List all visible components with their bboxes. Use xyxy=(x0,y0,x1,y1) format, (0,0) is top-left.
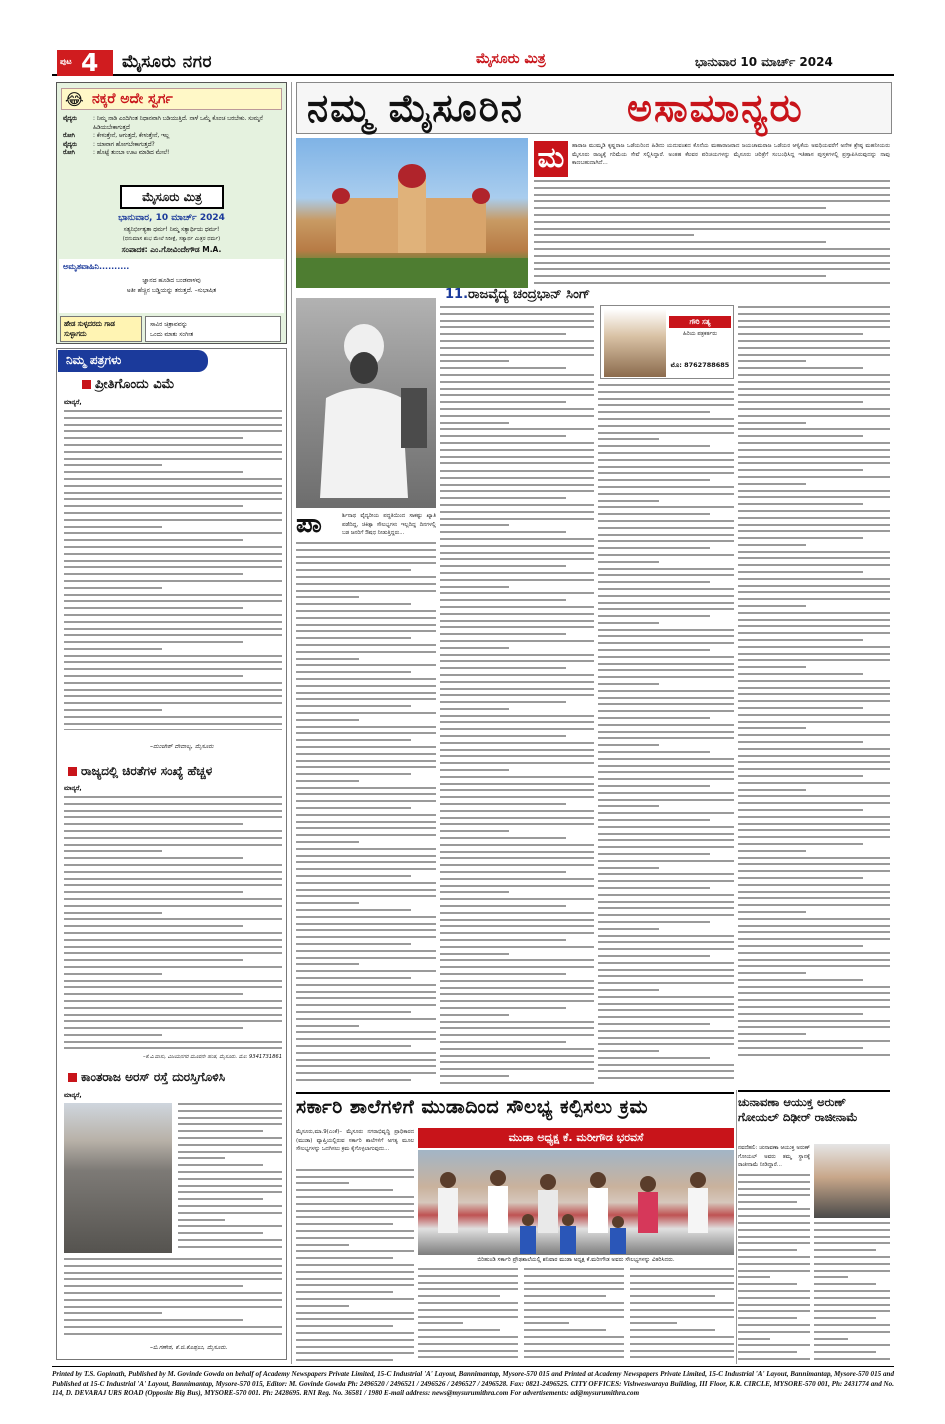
humor-title: ನಕ್ಕರೆ ಅದೇ ಸ್ವರ್ಗ xyxy=(92,91,173,107)
feature-intro-body xyxy=(534,180,890,288)
election-headline-box xyxy=(738,1090,890,1142)
editor-line: ಸಂಪಾದಕ: ಎಂ.ಗೋವಿಂದೇಗೌಡ M.A. xyxy=(121,245,222,254)
school-photo xyxy=(418,1150,734,1255)
election-column xyxy=(738,1222,810,1364)
letter-salute: ಮಾನ್ಯರೆ, xyxy=(64,1092,82,1099)
feature-column xyxy=(738,306,890,1084)
author-photo xyxy=(604,309,666,377)
dialogue-row: ರೋಗಿ : ಹೊಟ್ಟೆ ತುಂಬಾ ಊಟ ಮಾಡಿದ ಮೇಲೆ! xyxy=(63,150,170,156)
dialogue-row: ವೈದ್ಯರು : ಯಾವಾಗ ಹೋಗಬೇಕಾಗುತ್ತದೆ? xyxy=(63,141,155,148)
school-subhead: ಮುಡಾ ಅಧ್ಯಕ್ಷ ಕೆ. ಮರೀಗೌಡ ಭರವಸೆ xyxy=(418,1128,734,1148)
school-headline-box xyxy=(296,1092,734,1124)
feature-column xyxy=(440,470,594,1085)
letter-body xyxy=(178,1103,282,1253)
masthead-logo: ಮೈಸೂರು ಮಿತ್ರ xyxy=(120,185,224,209)
imprint-text: Printed by T.S. Gopinath, Published by M. Govinde Gowda on behalf of Academy Newspapers Private Limited, 15-C Industrial 'A' Layout, Bannimantap, Mysore-570 015 and Printed at Academy Newspapers Private Limited, 15-C Industrial 'A' Layout, Bannimantap, Mysore-570 015 and Published at 15-C Industrial 'A' Layout, Bannimantap, Mysore-570 015, Editor: M. Govinde Gowda Ph: 2496520 / 2496521 / 2496526 / 2496527 / 2496528. Fax: 0821-2496525. CITY OFFICES: Vishweswaraya Building, III Floor, K.R. CIRCLE, MYSORE-570 001, Ph: 2431774 and No. 114, D. DEVARAJ URS ROAD (Opposite Big Bus), MYSORE-570 001. Ph: 2428695. RNI Reg. No. 36581 / 1980 E-mail address: news@mysurumithra.com For advertisements: ad@mysurumithra.com xyxy=(52,1370,894,1398)
author-role: ಹಿರಿಯ ಪತ್ರಕರ್ತರು xyxy=(683,331,717,337)
feature-dropcap: ಮ xyxy=(534,141,568,177)
humor-date: ಭಾನುವಾರ, 10 ಮಾರ್ಚ್ 2024 xyxy=(118,213,225,223)
feature-subtitle: ರಾಜವೈದ್ಯ ಚಂದ್ರಭಾನ್ ಸಿಂಗ್ xyxy=(468,287,591,302)
page-word: ಪುಟ xyxy=(60,57,72,66)
dialogue-row: ವೈದ್ಯರು : ನಿಮ್ಮ ನಾಡಿ ಎಂದಿಗಿಂತ ನಿಧಾನವಾಗಿ ಬಡಿಯುತ್ತಿದೆ. ನಾಳೆ ಒಮ್ಮೆ ಕೊಂಚ ಬರಬೇಕು. ಸುಮ್ಮನೆ ಹಿಡಿಯಬೇಕಾಗುತ್ತದೆ xyxy=(63,116,263,131)
humor-dialogue xyxy=(63,115,281,158)
feature-headline-box xyxy=(296,82,892,134)
letters-banner: ನಿಮ್ಮ ಪತ್ರಗಳು xyxy=(58,350,208,372)
letter-salute: ಮಾನ್ಯರೆ, xyxy=(64,399,82,406)
palace-photo xyxy=(296,138,528,288)
amrutha-title: ಅಮೃತವಾಹಿನಿ.......... xyxy=(63,262,130,271)
letter-salute: ಮಾನ್ಯರೆ, xyxy=(64,785,82,792)
feature-intro: ಹಾರಾಜ ಮುಮ್ಮಡಿ ಕೃಷ್ಣರಾಜ ಒಡೆಯರಿಂದ ಹಿಡಿದು ಯದುವಂಶದ ಕೊನೆಯ ಮಹಾರಾಜರಾದ ಜಯಚಾಮರಾಜ ಒಡೆಯರ ಆಳ್ವಿಕೆಯ ಅವಧಿಯವರೆಗೆ ಅನೇಕ ಶ್ರೇಷ್ಠ ಮಹನೀಯರು ಮೈಸೂರು ರಾಜ್ಯಕ್ಕೆ ಗರಿಮೆಯ ಸೇವೆ ಸಲ್ಲಿಸಿದ್ದಾರೆ. ಅಂತಹ ಕೆಲವರ ಪರಿಚಯಗಳನ್ನು ಮೈಸೂರು ಚರಿತ್ರೆಗೆ ಸಂಬಂಧಿಸಿದ್ದ ಇತಿಹಾಸ ಪುಸ್ತಕಗಳಲ್ಲಿ ಪ್ರಸ್ತಾಪಿಸಿರುವುದನ್ನು ನಾವು ಕಾಣಬಹುದಾಗಿದೆ... xyxy=(572,143,890,166)
letter-title: ರಾಜ್ಯದಲ್ಲಿ ಚಿರತೆಗಳ ಸಂಖ್ಯೆ ಹೆಚ್ಚಳ xyxy=(68,764,212,779)
school-column xyxy=(418,1268,518,1364)
election-column xyxy=(814,1222,890,1364)
para-start: ರ್ಶಿನಾಥ ವೈದ್ಯರೀಯ ಪದ್ಧತಿಯಿಂದ ಸಾಕಷ್ಟು ಖ್ಯಾತಿ ಪಡೆದಿದ್ದ, ಚಿಕಿತ್ಸಾ ಸೌಲಭ್ಯಗಳು ಇಲ್ಲದಿದ್ದ ದಿನಗಳಲ್ಲಿ ಬಡ ಜನರಿಗೆ ಔಷಧ ನೀಡುತ್ತಿದ್ದರು... xyxy=(342,513,436,536)
amrutha-line: ಜ್ಞಾನದ ಹೂಡಿದ ಬಂಡವಾಳವು xyxy=(142,277,201,284)
school-photo-figures xyxy=(418,1150,734,1255)
header-date: ಭಾನುವಾರ 10 ಮಾರ್ಚ್ 2024 xyxy=(695,55,833,69)
author-phone: ಮೊ: 8762788685 xyxy=(670,361,730,369)
letter-title: ಕಾಂತರಾಜ ಅರಸ್ ರಸ್ತೆ ದುರಸ್ತಿಗೊಳಿಸಿ xyxy=(68,1070,225,1085)
column-rule xyxy=(291,82,292,1364)
arun-goel-photo xyxy=(814,1144,890,1218)
humor-title-bar xyxy=(61,88,282,110)
page-number-box xyxy=(57,50,113,76)
school-column xyxy=(630,1268,734,1364)
letter-title: ಪ್ರೀತಿಗೊಂದು ವಿಮೆ xyxy=(82,377,174,392)
imprint xyxy=(52,1366,894,1414)
school-headline: ಸರ್ಕಾರಿ ಶಾಲೆಗಳಿಗೆ ಮುಡಾದಿಂದ ಸೌಲಭ್ಯ ಕಲ್ಪಿಸಲು ಕ್ರಮ xyxy=(296,1096,649,1118)
author-box xyxy=(600,305,734,379)
humor-box xyxy=(56,82,287,344)
road-photo xyxy=(64,1103,172,1253)
portrait-photo xyxy=(296,298,436,508)
author-name: ಗೌರಿ ಸತ್ಯ xyxy=(669,316,731,328)
election-headline: ಚುನಾವಣಾ ಆಯುಕ್ತ ಅರುಣ್ ಗೋಯಲ್ ದಿಢೀರ್ ರಾಜೀನಾಮೆ xyxy=(738,1095,858,1124)
subtitle-number: 11. xyxy=(445,287,469,302)
motto-line-2: (ಧನುಮಾಸ ಶುಭ ಮೇಲೆ ನಿರೀಕ್ಷೆ, ಸತ್ಯಾರ್ಥ ಮಿತ್ರರ ಧರ್ಮ) xyxy=(122,236,221,242)
letter-body xyxy=(64,796,282,1051)
para-dropcap: ಪಾ xyxy=(296,509,322,539)
proverb-left: ಹೇಡ ಸುಳ್ಳದರದು ಗಾಡ ಸುಳ್ಳಾಗದು xyxy=(60,316,142,342)
election-column xyxy=(738,1174,810,1220)
dialogue-row: ರೋಗಿ : ಕೇಳುತ್ತೇನೆ, ಆಗುತ್ತದೆ, ಕೇಳುತ್ತೇನೆ, ಇಲ್ಲ xyxy=(63,133,170,139)
feature-headline: ನಮ್ಮ ಮೈಸೂರಿನ xyxy=(307,85,524,130)
page-number: 4 xyxy=(81,48,99,77)
column-rule xyxy=(736,1090,737,1364)
school-photo-caption: ಬಿರಿಹುಂಡಿ ಸರ್ಕಾರಿ ಪ್ರೌಢಶಾಲೆಯಲ್ಲಿ ಶನಿವಾರ ಮುಡಾ ಅಧ್ಯಕ್ಷ ಕೆ.ಮರೀಗೌಡ ಅವರು ಸೌಲಭ್ಯಗಳನ್ನು ವಿತರಿಸಿದರು. xyxy=(477,1257,675,1263)
palace-illustration xyxy=(296,138,528,288)
feature-headline-red: ಅಸಾಮಾನ್ಯರು xyxy=(627,85,804,130)
feature-column xyxy=(440,306,594,466)
letter-body xyxy=(64,1258,282,1338)
letter-body xyxy=(64,410,282,730)
motto-line: ಸತ್ಯನಿರ್ಭೀತ್ಯತಾ ಧರ್ಮ! ನಿಮ್ಮ ಸತ್ಯಾರ್ಥಿಯ ಧರ್ಮ! xyxy=(123,227,220,233)
election-lead: ನವದೆಹಲಿ: ಚುನಾವಣಾ ಆಯುಕ್ತ ಅರುಣ್ ಗೋಯಲ್ ಅವರು ತಮ್ಮ ಸ್ಥಾನಕ್ಕೆ ರಾಜೀನಾಮೆ ನೀಡಿದ್ದಾರೆ... xyxy=(738,1145,810,1168)
letter-signature: –ಮಂಜೇಶ್ ದೇವಾಲ್ಯ, ಮೈಸೂರು xyxy=(150,743,214,750)
amrutha-box xyxy=(59,259,284,313)
letter-signature: –ಕೆ.ವಿ.ವಾಸು, ವಿಜಯನಗರ ಮೂರನೇ ಹಂತ, ಮೈಸೂರು. ಮೊ: 9341731861 xyxy=(143,1054,282,1060)
feature-column xyxy=(598,384,734,1084)
amrutha-line-2: ಅತೀ ಹೆಚ್ಚಿನ ಬಡ್ಡಿಯನ್ನು ತರುತ್ತದೆ. –ಸುಭಾಷಿತ xyxy=(126,287,217,294)
laugh-icon: 😂 xyxy=(65,90,84,109)
section-title: ಮೈಸೂರು ನಗರ xyxy=(122,52,212,72)
letter-signature: –ಬಿ.ಗಣೇಶ, ಕೆ.ಜಿ.ಕೊಪ್ಪಲು, ಮೈಸೂರು. xyxy=(150,1344,228,1351)
school-lead: ಮೈಸೂರು,ಮಾ.9(ಎಂಕೆ)– ಮೈಸೂರು ನಗರಾಭಿವೃದ್ಧಿ ಪ್ರಾಧಿಕಾರದ (ಮುಡಾ) ವ್ಯಾಪ್ತಿಯಲ್ಲಿರುವ ಸರ್ಕಾರಿ ಶಾಲೆಗಳಿಗೆ ಅಗತ್ಯ ಮೂಲ ಸೌಲಭ್ಯಗಳನ್ನು ಒದಗಿಸಲು ಕ್ರಮ ಕೈಗೊಳ್ಳಲಾಗುವುದು... xyxy=(296,1128,414,1168)
school-column xyxy=(524,1268,624,1364)
portrait-illustration xyxy=(296,298,436,508)
feature-column xyxy=(296,542,436,1084)
proverb-right: ಸಾವಿರ ಚಿತ್ರಾವವನ್ನು ಒಂದು ಮಾತು ಸಂಗೀತ xyxy=(145,316,281,342)
masthead: ಮೈಸೂರು ಮಿತ್ರ xyxy=(476,51,546,67)
